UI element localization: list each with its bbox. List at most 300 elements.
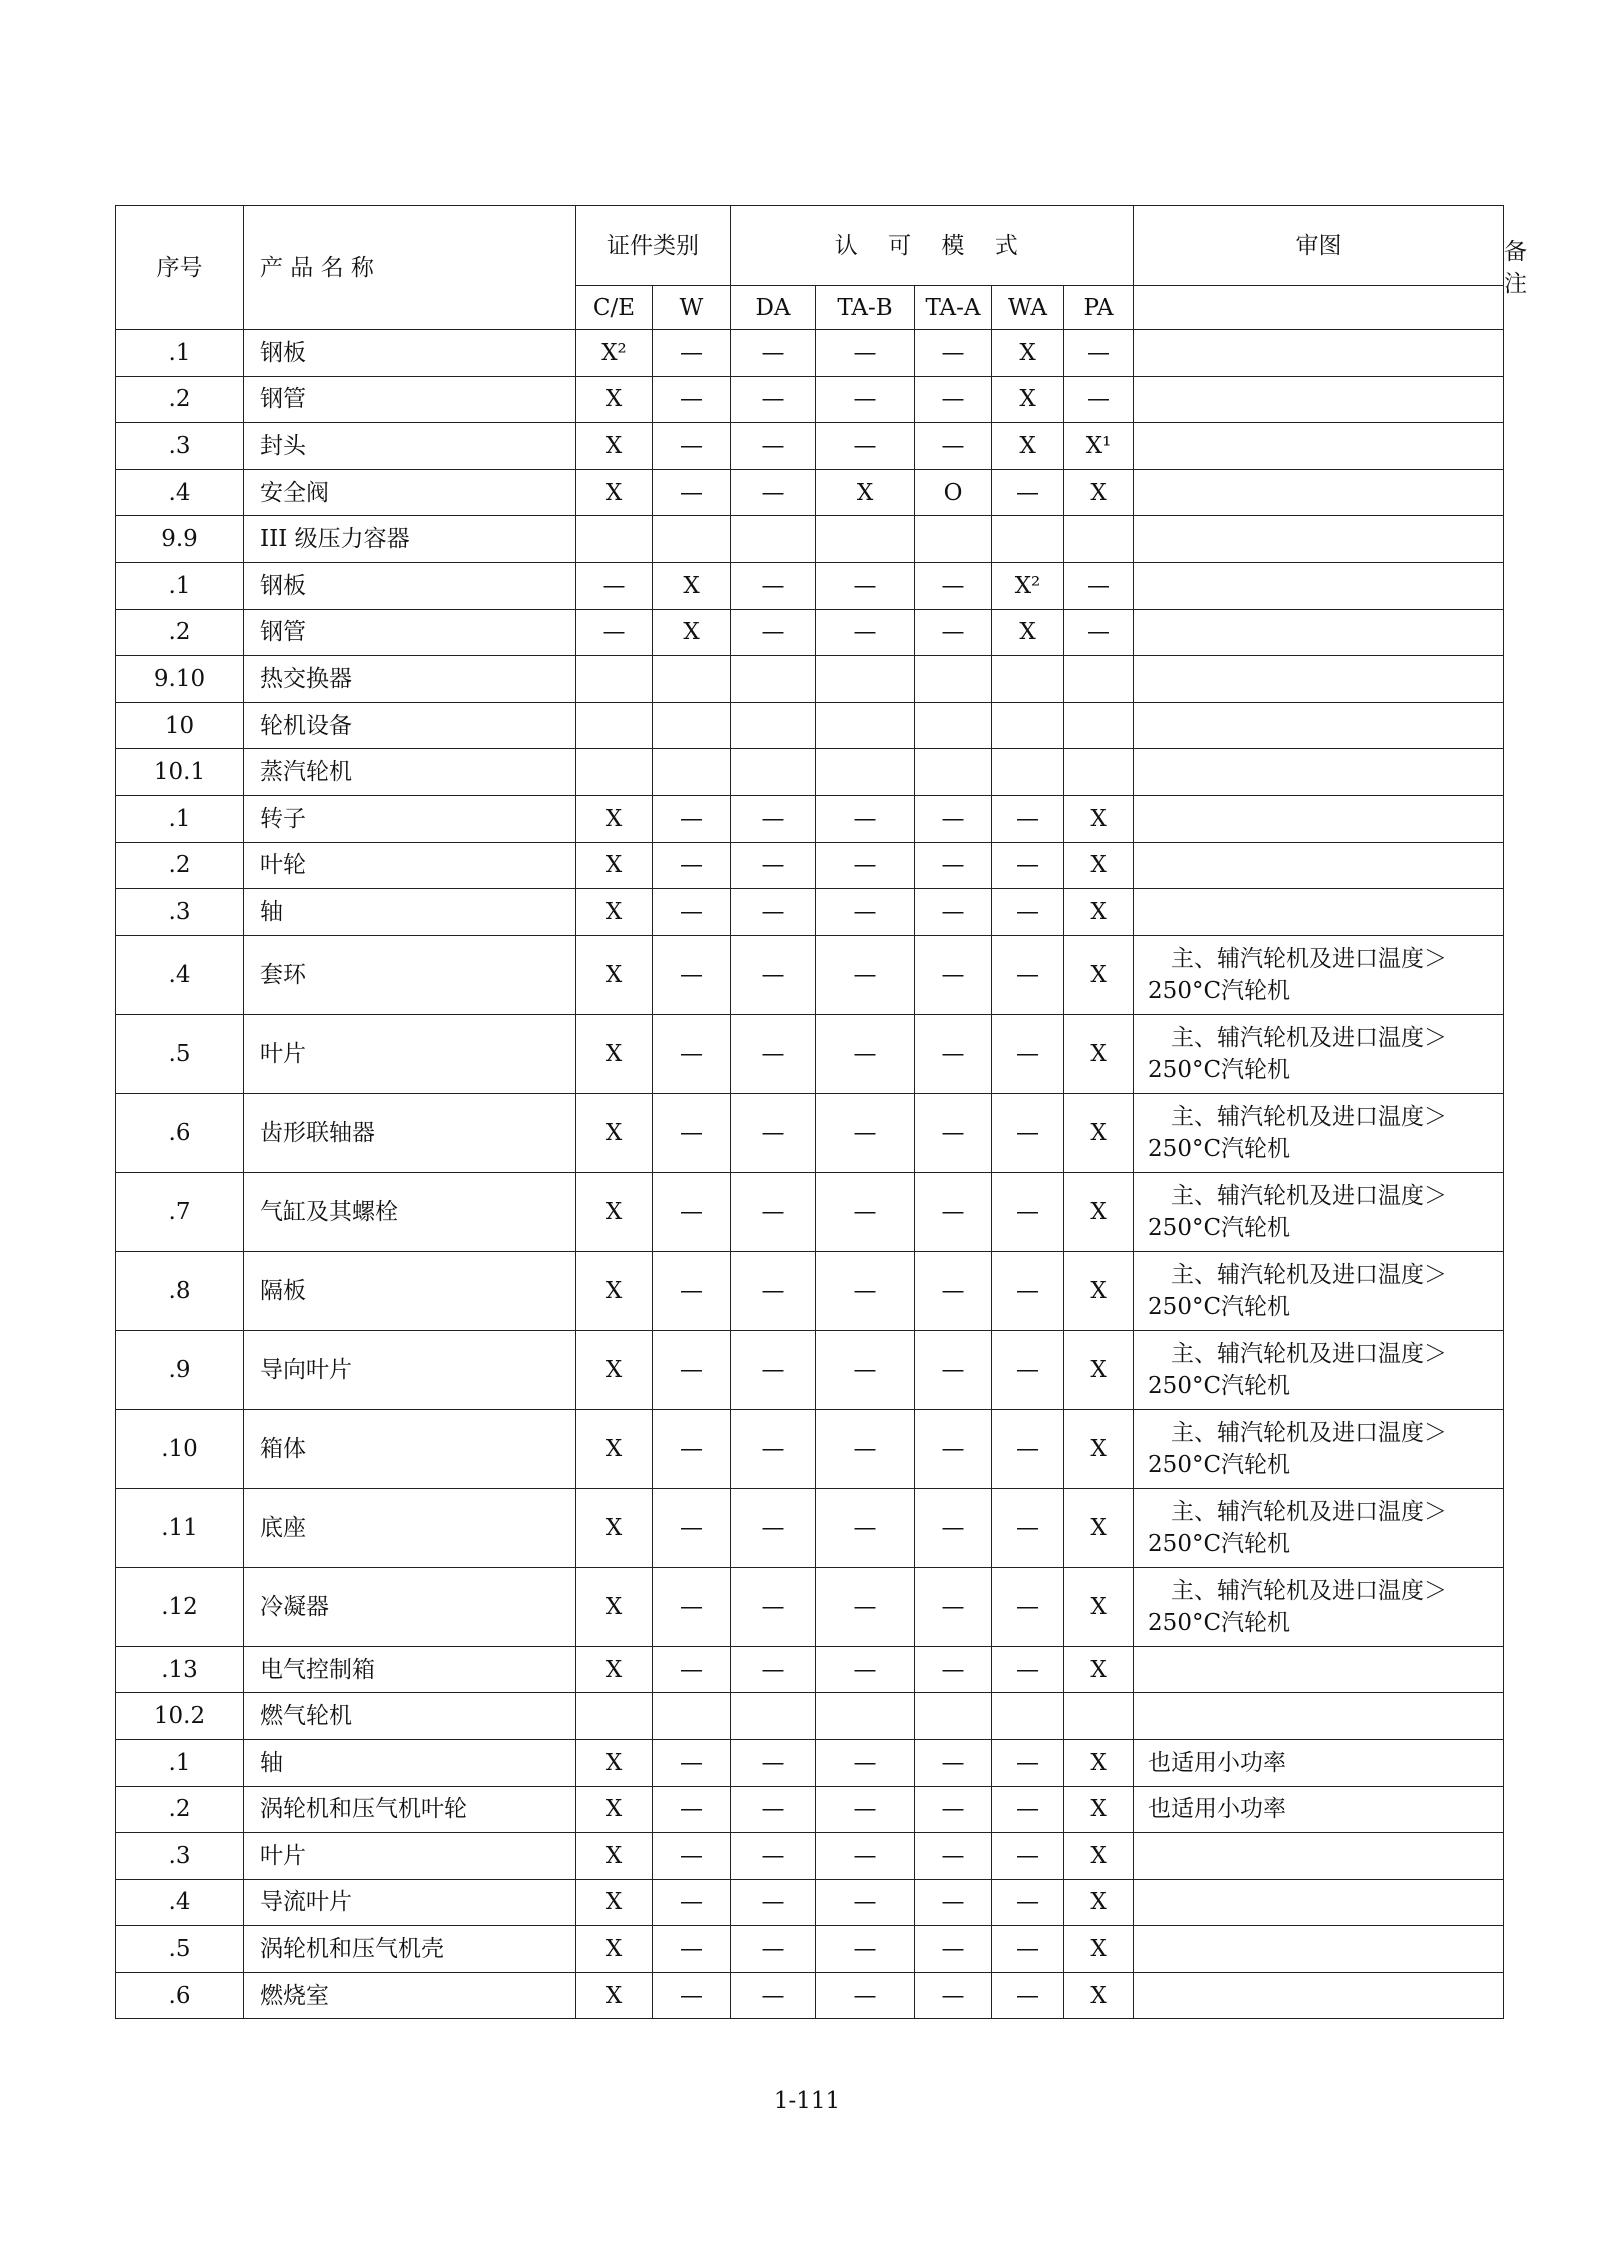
mode-mark: —: [915, 376, 992, 423]
remark: 主、辅汽轮机及进口温度＞250°C汽轮机: [1134, 1488, 1504, 1567]
mode-mark: [1064, 516, 1134, 563]
mode-mark: [576, 656, 653, 703]
mode-mark: [576, 702, 653, 749]
mode-mark: X: [1064, 1926, 1134, 1973]
row-number: .2: [116, 376, 244, 423]
table-row: [116, 562, 1504, 609]
table-row: [116, 1646, 1504, 1693]
table-row: [116, 889, 1504, 936]
row-number: .13: [116, 1646, 244, 1693]
header-wa: WA: [992, 286, 1064, 330]
header-ta-b: TA-B: [816, 286, 915, 330]
mode-mark: X: [992, 330, 1064, 377]
mode-mark: [653, 656, 731, 703]
remark: [1134, 749, 1504, 796]
mode-mark: —: [731, 889, 816, 936]
product-name: 蒸汽轮机: [244, 749, 576, 796]
mode-mark: —: [992, 1093, 1064, 1172]
row-number: .4: [116, 1879, 244, 1926]
mode-mark: —: [816, 1972, 915, 2019]
table-row: [116, 1330, 1504, 1409]
mode-mark: —: [653, 1567, 731, 1646]
mode-mark: X: [1064, 1739, 1134, 1786]
mode-mark: [576, 749, 653, 796]
mode-mark: —: [653, 1409, 731, 1488]
mode-mark: [816, 749, 915, 796]
mode-mark: [653, 702, 731, 749]
mode-mark: —: [816, 609, 915, 656]
mode-mark: X: [576, 889, 653, 936]
mode-mark: —: [992, 1926, 1064, 1973]
mode-mark: [653, 1693, 731, 1740]
mode-mark: —: [731, 842, 816, 889]
mode-mark: X: [576, 1488, 653, 1567]
mode-mark: —: [653, 469, 731, 516]
mode-mark: X: [1064, 1567, 1134, 1646]
mode-mark: —: [992, 1879, 1064, 1926]
mode-mark: [576, 516, 653, 563]
table-row: [116, 702, 1504, 749]
mode-mark: [1064, 1693, 1134, 1740]
mode-mark: —: [816, 1014, 915, 1093]
table-row: [116, 1693, 1504, 1740]
mode-mark: —: [731, 1567, 816, 1646]
table-row: [116, 1093, 1504, 1172]
mode-mark: —: [915, 423, 992, 470]
mode-mark: [731, 656, 816, 703]
mode-mark: X: [1064, 1093, 1134, 1172]
mode-mark: —: [731, 330, 816, 377]
product-name: 齿形联轴器: [244, 1093, 576, 1172]
mode-mark: —: [915, 1251, 992, 1330]
mode-mark: X: [576, 935, 653, 1014]
mode-mark: —: [731, 1786, 816, 1833]
mode-mark: —: [915, 1926, 992, 1973]
mode-mark: [816, 1693, 915, 1740]
mode-mark: X: [1064, 935, 1134, 1014]
remark: 主、辅汽轮机及进口温度＞250°C汽轮机: [1134, 1172, 1504, 1251]
approval-table: [115, 205, 1574, 2019]
header-da: DA: [731, 286, 816, 330]
mode-mark: [576, 1693, 653, 1740]
mode-mark: —: [576, 562, 653, 609]
table-row: [116, 1172, 1504, 1251]
table-row: [116, 469, 1504, 516]
table-row: [116, 609, 1504, 656]
mode-mark: X: [576, 1567, 653, 1646]
mode-mark: —: [816, 1646, 915, 1693]
mode-mark: —: [731, 1172, 816, 1251]
product-name: 钢管: [244, 609, 576, 656]
mode-mark: [816, 516, 915, 563]
mode-mark: [992, 702, 1064, 749]
mode-mark: —: [816, 1093, 915, 1172]
row-number: .1: [116, 795, 244, 842]
mode-mark: [915, 1693, 992, 1740]
mode-mark: —: [816, 423, 915, 470]
mode-mark: —: [731, 1093, 816, 1172]
mode-mark: —: [653, 1093, 731, 1172]
product-name: 箱体: [244, 1409, 576, 1488]
mode-mark: —: [915, 935, 992, 1014]
table-row: [116, 1739, 1504, 1786]
mode-mark: —: [992, 1567, 1064, 1646]
mode-mark: —: [915, 1093, 992, 1172]
mode-mark: —: [653, 1833, 731, 1880]
remark: 主、辅汽轮机及进口温度＞250°C汽轮机: [1134, 1014, 1504, 1093]
mode-mark: —: [653, 423, 731, 470]
mode-mark: X: [1064, 889, 1134, 936]
mode-mark: X: [576, 1879, 653, 1926]
mode-mark: O: [915, 469, 992, 516]
mode-mark: —: [816, 795, 915, 842]
mode-mark: X: [576, 1330, 653, 1409]
mode-mark: [1064, 656, 1134, 703]
product-name: 转子: [244, 795, 576, 842]
mode-mark: [992, 516, 1064, 563]
row-number: .2: [116, 842, 244, 889]
mode-mark: —: [653, 1014, 731, 1093]
mode-mark: —: [816, 1409, 915, 1488]
mode-mark: —: [816, 562, 915, 609]
mode-mark: —: [653, 1972, 731, 2019]
mode-mark: —: [992, 1172, 1064, 1251]
mode-mark: —: [992, 1739, 1064, 1786]
mode-mark: —: [576, 609, 653, 656]
product-name: 轮机设备: [244, 702, 576, 749]
mode-mark: —: [731, 562, 816, 609]
mode-mark: —: [915, 795, 992, 842]
product-name: 热交换器: [244, 656, 576, 703]
table-row: [116, 516, 1504, 563]
mode-mark: —: [731, 1014, 816, 1093]
mode-mark: —: [915, 1786, 992, 1833]
mode-mark: X: [1064, 795, 1134, 842]
remark: [1134, 376, 1504, 423]
mode-mark: —: [816, 1833, 915, 1880]
mode-mark: —: [816, 376, 915, 423]
mode-mark: —: [816, 1251, 915, 1330]
mode-mark: —: [915, 1014, 992, 1093]
mode-mark: —: [731, 1926, 816, 1973]
product-name: 电气控制箱: [244, 1646, 576, 1693]
mode-mark: X: [576, 795, 653, 842]
mode-mark: —: [816, 889, 915, 936]
mode-mark: X: [992, 376, 1064, 423]
row-number: .1: [116, 1739, 244, 1786]
mode-mark: —: [992, 469, 1064, 516]
table-row: [116, 935, 1504, 1014]
product-name: 燃气轮机: [244, 1693, 576, 1740]
mode-mark: —: [731, 1330, 816, 1409]
mode-mark: X: [576, 1172, 653, 1251]
mode-mark: —: [915, 1567, 992, 1646]
table-row: [116, 795, 1504, 842]
mode-mark: —: [816, 330, 915, 377]
mode-mark: —: [992, 889, 1064, 936]
header-approval-mode: 认 可 模 式: [731, 206, 1134, 286]
row-number: 9.10: [116, 656, 244, 703]
mode-mark: X¹: [1064, 423, 1134, 470]
table-row: [116, 1786, 1504, 1833]
mode-mark: [1064, 702, 1134, 749]
row-number: .4: [116, 935, 244, 1014]
row-number: .1: [116, 562, 244, 609]
mode-mark: [992, 1693, 1064, 1740]
header-seq: 序号: [116, 206, 244, 330]
remark: 主、辅汽轮机及进口温度＞250°C汽轮机: [1134, 1330, 1504, 1409]
mode-mark: X: [576, 842, 653, 889]
mode-mark: X: [1064, 1972, 1134, 2019]
mode-mark: X: [992, 423, 1064, 470]
product-name: 冷凝器: [244, 1567, 576, 1646]
remark: [1134, 1833, 1504, 1880]
remark: 主、辅汽轮机及进口温度＞250°C汽轮机: [1134, 1409, 1504, 1488]
table-body: [116, 330, 1504, 2019]
remark: [1134, 1693, 1504, 1740]
table-row: [116, 1251, 1504, 1330]
mode-mark: X: [1064, 1833, 1134, 1880]
mode-mark: —: [731, 469, 816, 516]
mode-mark: —: [731, 609, 816, 656]
header-product: 产 品 名 称: [244, 206, 576, 330]
mode-mark: —: [992, 1409, 1064, 1488]
mode-mark: X: [1064, 1786, 1134, 1833]
mode-mark: —: [915, 562, 992, 609]
product-name: 涡轮机和压气机壳: [244, 1926, 576, 1973]
mode-mark: —: [653, 1172, 731, 1251]
mode-mark: —: [816, 935, 915, 1014]
row-number: .6: [116, 1093, 244, 1172]
mode-mark: —: [653, 1786, 731, 1833]
mode-mark: —: [731, 423, 816, 470]
mode-mark: —: [915, 1488, 992, 1567]
mode-mark: —: [915, 1409, 992, 1488]
product-name: 导向叶片: [244, 1330, 576, 1409]
mode-mark: —: [731, 1879, 816, 1926]
product-name: 叶片: [244, 1833, 576, 1880]
row-number: .5: [116, 1926, 244, 1973]
mode-mark: —: [816, 1330, 915, 1409]
mode-mark: —: [816, 1739, 915, 1786]
mode-mark: X²: [992, 562, 1064, 609]
mode-mark: X: [576, 1833, 653, 1880]
mode-mark: X: [1064, 1879, 1134, 1926]
table-row: [116, 842, 1504, 889]
table-row: [116, 1879, 1504, 1926]
mode-mark: —: [816, 1879, 915, 1926]
mode-mark: —: [992, 842, 1064, 889]
remark: [1134, 423, 1504, 470]
mode-mark: —: [915, 1879, 992, 1926]
row-number: .11: [116, 1488, 244, 1567]
table-row: [116, 376, 1504, 423]
mode-mark: —: [731, 1833, 816, 1880]
row-number: .6: [116, 1972, 244, 2019]
product-name: 气缸及其螺栓: [244, 1172, 576, 1251]
mode-mark: —: [653, 1488, 731, 1567]
mode-mark: [731, 1693, 816, 1740]
product-name: 套环: [244, 935, 576, 1014]
remark: [1134, 1972, 1504, 2019]
row-number: .7: [116, 1172, 244, 1251]
mode-mark: —: [731, 1972, 816, 2019]
mode-mark: X: [576, 1251, 653, 1330]
mode-mark: [915, 656, 992, 703]
mode-mark: —: [731, 376, 816, 423]
mode-mark: —: [992, 1786, 1064, 1833]
mode-mark: —: [1064, 562, 1134, 609]
mode-mark: —: [992, 1330, 1064, 1409]
mode-mark: X: [1064, 1488, 1134, 1567]
remark: 也适用小功率: [1134, 1786, 1504, 1833]
header-review: 审图: [1134, 206, 1504, 286]
mode-mark: —: [915, 330, 992, 377]
remark: 也适用小功率: [1134, 1739, 1504, 1786]
mode-mark: X: [576, 1786, 653, 1833]
mode-mark: [992, 749, 1064, 796]
remark: 主、辅汽轮机及进口温度＞250°C汽轮机: [1134, 935, 1504, 1014]
product-name: 轴: [244, 1739, 576, 1786]
mode-mark: —: [653, 376, 731, 423]
page-number: 1-111: [773, 2088, 841, 2114]
mode-mark: X: [1064, 1330, 1134, 1409]
mode-mark: X: [1064, 842, 1134, 889]
mode-mark: —: [653, 1879, 731, 1926]
row-number: 9.9: [116, 516, 244, 563]
mode-mark: —: [992, 1488, 1064, 1567]
mode-mark: —: [653, 842, 731, 889]
row-number: .3: [116, 1833, 244, 1880]
mode-mark: X: [576, 1014, 653, 1093]
mode-mark: [1064, 749, 1134, 796]
mode-mark: X²: [576, 330, 653, 377]
remark: 主、辅汽轮机及进口温度＞250°C汽轮机: [1134, 1093, 1504, 1172]
product-name: III 级压力容器: [244, 516, 576, 563]
mode-mark: X: [576, 469, 653, 516]
row-number: .10: [116, 1409, 244, 1488]
row-number: 10: [116, 702, 244, 749]
mode-mark: —: [915, 1739, 992, 1786]
mode-mark: —: [653, 1251, 731, 1330]
mode-mark: —: [915, 889, 992, 936]
product-name: 钢管: [244, 376, 576, 423]
mode-mark: —: [731, 1251, 816, 1330]
mode-mark: —: [915, 1972, 992, 2019]
mode-mark: [915, 702, 992, 749]
table-row: [116, 656, 1504, 703]
product-name: 轴: [244, 889, 576, 936]
table-row: [116, 1567, 1504, 1646]
product-name: 导流叶片: [244, 1879, 576, 1926]
remark: [1134, 656, 1504, 703]
row-number: .2: [116, 1786, 244, 1833]
mode-mark: [653, 749, 731, 796]
table-row: [116, 1409, 1504, 1488]
mode-mark: X: [576, 1739, 653, 1786]
mode-mark: X: [576, 423, 653, 470]
product-name: 安全阀: [244, 469, 576, 516]
mode-mark: —: [915, 1330, 992, 1409]
mode-mark: [915, 749, 992, 796]
table-header: 序号 产 品 名 称 证件类别 认 可 模 式 审图 备 注 C/E W DA TA-B TA-A WA PA: [116, 206, 1504, 330]
mode-mark: X: [653, 562, 731, 609]
remark: [1134, 330, 1504, 377]
mode-mark: X: [653, 609, 731, 656]
header-cert-type: 证件类别: [576, 206, 731, 286]
mode-mark: X: [992, 609, 1064, 656]
mode-mark: —: [992, 935, 1064, 1014]
mode-mark: X: [576, 1972, 653, 2019]
remark: 主、辅汽轮机及进口温度＞250°C汽轮机: [1134, 1251, 1504, 1330]
mode-mark: —: [731, 935, 816, 1014]
mode-mark: [731, 749, 816, 796]
mode-mark: —: [653, 1926, 731, 1973]
mode-mark: X: [1064, 1014, 1134, 1093]
table-row: [116, 423, 1504, 470]
header-w: W: [653, 286, 731, 330]
mode-mark: [731, 702, 816, 749]
mode-mark: —: [731, 795, 816, 842]
table-row: [116, 749, 1504, 796]
mode-mark: [816, 656, 915, 703]
mode-mark: X: [576, 1093, 653, 1172]
mode-mark: —: [816, 1926, 915, 1973]
row-number: .12: [116, 1567, 244, 1646]
mode-mark: —: [992, 1014, 1064, 1093]
remark: [1134, 1646, 1504, 1693]
mode-mark: [816, 702, 915, 749]
mode-mark: —: [915, 1646, 992, 1693]
row-number: .1: [116, 330, 244, 377]
product-name: 叶轮: [244, 842, 576, 889]
mode-mark: X: [576, 1409, 653, 1488]
mode-mark: X: [1064, 1409, 1134, 1488]
mode-mark: —: [816, 1488, 915, 1567]
mode-mark: —: [653, 889, 731, 936]
mode-mark: —: [816, 842, 915, 889]
mode-mark: X: [1064, 1251, 1134, 1330]
mode-mark: —: [731, 1646, 816, 1693]
mode-mark: —: [653, 935, 731, 1014]
mode-mark: —: [653, 1646, 731, 1693]
mode-mark: —: [731, 1488, 816, 1567]
remark: 主、辅汽轮机及进口温度＞250°C汽轮机: [1134, 1567, 1504, 1646]
remark: [1134, 609, 1504, 656]
remark: [1134, 1926, 1504, 1973]
mode-mark: —: [915, 842, 992, 889]
row-number: 10.2: [116, 1693, 244, 1740]
mode-mark: —: [816, 1567, 915, 1646]
mode-mark: —: [915, 609, 992, 656]
mode-mark: —: [653, 1330, 731, 1409]
table-row: [116, 1488, 1504, 1567]
product-name: 叶片: [244, 1014, 576, 1093]
mode-mark: —: [731, 1739, 816, 1786]
mode-mark: —: [816, 1786, 915, 1833]
row-number: .9: [116, 1330, 244, 1409]
mode-mark: X: [1064, 469, 1134, 516]
product-name: 涡轮机和压气机叶轮: [244, 1786, 576, 1833]
remark: [1134, 562, 1504, 609]
header-ce: C/E: [576, 286, 653, 330]
table-row: [116, 1972, 1504, 2019]
table-row: [116, 1926, 1504, 1973]
remark: [1134, 702, 1504, 749]
remark: [1134, 516, 1504, 563]
mode-mark: —: [915, 1172, 992, 1251]
mode-mark: —: [915, 1833, 992, 1880]
